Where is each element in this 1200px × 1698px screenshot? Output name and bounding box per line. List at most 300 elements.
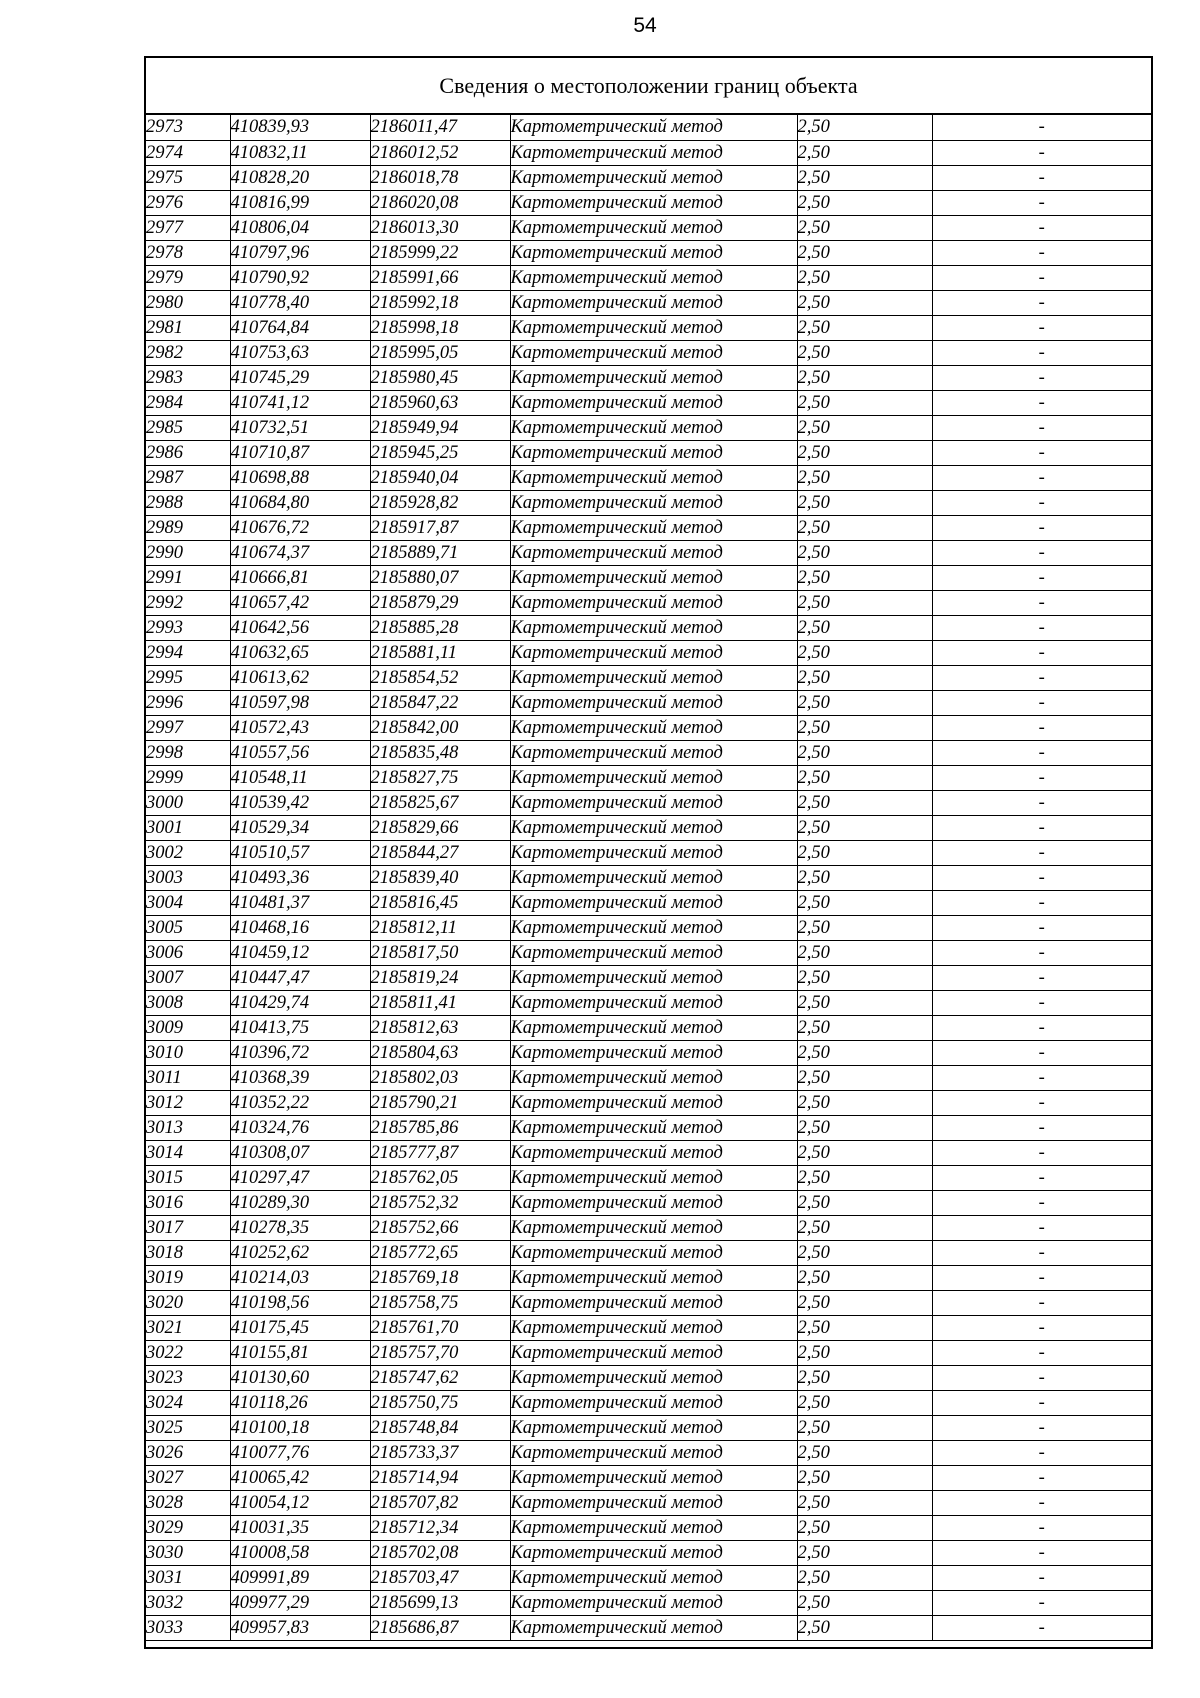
method-cell: Картометрический метод [510,1390,797,1415]
y-coordinate-cell: 2185917,87 [370,515,510,540]
method-cell: Картометрический метод [510,1590,797,1615]
description-cell: - [932,790,1151,815]
accuracy-cell: 2,50 [797,615,932,640]
method-cell: Картометрический метод [510,1490,797,1515]
description-cell: - [932,615,1151,640]
table-body [146,115,1151,1640]
accuracy-cell: 2,50 [797,1540,932,1565]
point-number-cell: 3033 [146,1615,230,1640]
point-number-cell: 3021 [146,1315,230,1340]
x-coordinate-cell: 410764,84 [230,315,370,340]
x-coordinate-cell: 410698,88 [230,465,370,490]
method-cell: Картометрический метод [510,590,797,615]
accuracy-cell: 2,50 [797,490,932,515]
accuracy-cell: 2,50 [797,215,932,240]
method-cell: Картометрический метод [510,640,797,665]
y-coordinate-cell: 2185733,37 [370,1440,510,1465]
x-coordinate-cell: 410252,62 [230,1240,370,1265]
y-coordinate-cell: 2185772,65 [370,1240,510,1265]
accuracy-cell: 2,50 [797,1090,932,1115]
table-row [146,1315,1151,1340]
point-number-cell: 2981 [146,315,230,340]
point-number-cell: 2989 [146,515,230,540]
table-row [146,415,1151,440]
description-cell: - [932,1365,1151,1390]
y-coordinate-cell: 2185686,87 [370,1615,510,1640]
accuracy-cell: 2,50 [797,365,932,390]
x-coordinate-cell: 410674,37 [230,540,370,565]
description-cell: - [932,440,1151,465]
y-coordinate-cell: 2185707,82 [370,1490,510,1515]
y-coordinate-cell: 2185757,70 [370,1340,510,1365]
y-coordinate-cell: 2185785,86 [370,1115,510,1140]
x-coordinate-cell: 410597,98 [230,690,370,715]
method-cell: Картометрический метод [510,965,797,990]
method-cell: Картометрический метод [510,665,797,690]
y-coordinate-cell: 2185802,03 [370,1065,510,1090]
accuracy-cell: 2,50 [797,165,932,190]
x-coordinate-cell: 410118,26 [230,1390,370,1415]
description-cell: - [932,1265,1151,1290]
table-row [146,740,1151,765]
point-number-cell: 3022 [146,1340,230,1365]
y-coordinate-cell: 2185880,07 [370,565,510,590]
x-coordinate-cell: 410806,04 [230,215,370,240]
description-cell: - [932,1490,1151,1515]
method-cell: Картометрический метод [510,1290,797,1315]
y-coordinate-cell: 2185839,40 [370,865,510,890]
x-coordinate-cell: 410710,87 [230,440,370,465]
point-number-cell: 3028 [146,1490,230,1515]
method-cell: Картометрический метод [510,765,797,790]
y-coordinate-cell: 2185980,45 [370,365,510,390]
table-row [146,1490,1151,1515]
y-coordinate-cell: 2186011,47 [370,115,510,140]
table-row [146,690,1151,715]
table-row [146,1465,1151,1490]
table-row [146,1390,1151,1415]
y-coordinate-cell: 2185825,67 [370,790,510,815]
x-coordinate-cell: 410198,56 [230,1290,370,1315]
x-coordinate-cell: 410077,76 [230,1440,370,1465]
point-number-cell: 2978 [146,240,230,265]
accuracy-cell: 2,50 [797,690,932,715]
description-cell: - [932,1590,1151,1615]
description-cell: - [932,840,1151,865]
table-row [146,1265,1151,1290]
x-coordinate-cell: 410572,43 [230,715,370,740]
table-title: Сведения о местоположении границ объекта [146,58,1151,115]
page-number: 54 [633,14,657,37]
description-cell: - [932,465,1151,490]
accuracy-cell: 2,50 [797,840,932,865]
table-row [146,815,1151,840]
table-row [146,1540,1151,1565]
description-cell: - [932,590,1151,615]
y-coordinate-cell: 2185750,75 [370,1390,510,1415]
y-coordinate-cell: 2185812,11 [370,915,510,940]
point-number-cell: 3019 [146,1265,230,1290]
y-coordinate-cell: 2186018,78 [370,165,510,190]
description-cell: - [932,1190,1151,1215]
accuracy-cell: 2,50 [797,1240,932,1265]
description-cell: - [932,1140,1151,1165]
x-coordinate-cell: 410493,36 [230,865,370,890]
accuracy-cell: 2,50 [797,1565,932,1590]
method-cell: Картометрический метод [510,540,797,565]
accuracy-cell: 2,50 [797,665,932,690]
point-number-cell: 3015 [146,1165,230,1190]
table-row [146,1215,1151,1240]
table-row [146,1290,1151,1315]
x-coordinate-cell: 410778,40 [230,290,370,315]
point-number-cell: 2973 [146,115,230,140]
method-cell: Картометрический метод [510,1090,797,1115]
description-cell: - [932,965,1151,990]
point-number-cell: 2999 [146,765,230,790]
table-row [146,565,1151,590]
x-coordinate-cell: 410832,11 [230,140,370,165]
description-cell: - [932,1315,1151,1340]
x-coordinate-cell: 410797,96 [230,240,370,265]
description-cell: - [932,740,1151,765]
description-cell: - [932,990,1151,1015]
method-cell: Картометрический метод [510,1565,797,1590]
point-number-cell: 2990 [146,540,230,565]
table-row [146,140,1151,165]
accuracy-cell: 2,50 [797,1415,932,1440]
method-cell: Картометрический метод [510,165,797,190]
table-row [146,1590,1151,1615]
table-row [146,540,1151,565]
x-coordinate-cell: 410666,81 [230,565,370,590]
method-cell: Картометрический метод [510,990,797,1015]
x-coordinate-cell: 410459,12 [230,940,370,965]
point-number-cell: 3018 [146,1240,230,1265]
method-cell: Картометрический метод [510,515,797,540]
table-row [146,940,1151,965]
x-coordinate-cell: 409977,29 [230,1590,370,1615]
table-row [146,640,1151,665]
description-cell: - [932,115,1151,140]
method-cell: Картометрический метод [510,365,797,390]
table-row [146,790,1151,815]
table-row [146,190,1151,215]
method-cell: Картометрический метод [510,415,797,440]
y-coordinate-cell: 2185949,94 [370,415,510,440]
table-row [146,915,1151,940]
point-number-cell: 2977 [146,215,230,240]
accuracy-cell: 2,50 [797,965,932,990]
y-coordinate-cell: 2185844,27 [370,840,510,865]
y-coordinate-cell: 2185819,24 [370,965,510,990]
accuracy-cell: 2,50 [797,1440,932,1465]
y-coordinate-cell: 2185960,63 [370,390,510,415]
point-number-cell: 2976 [146,190,230,215]
x-coordinate-cell: 410839,93 [230,115,370,140]
point-number-cell: 3016 [146,1190,230,1215]
description-cell: - [932,190,1151,215]
description-cell: - [932,1015,1151,1040]
x-coordinate-cell: 410324,76 [230,1115,370,1140]
point-number-cell: 3027 [146,1465,230,1490]
method-cell: Картометрический метод [510,1215,797,1240]
x-coordinate-cell: 410732,51 [230,415,370,440]
method-cell: Картометрический метод [510,1515,797,1540]
y-coordinate-cell: 2185992,18 [370,290,510,315]
point-number-cell: 3031 [146,1565,230,1590]
point-number-cell: 2987 [146,465,230,490]
method-cell: Картометрический метод [510,115,797,140]
method-cell: Картометрический метод [510,1240,797,1265]
description-cell: - [932,340,1151,365]
y-coordinate-cell: 2185842,00 [370,715,510,740]
x-coordinate-cell: 410278,35 [230,1215,370,1240]
method-cell: Картометрический метод [510,940,797,965]
accuracy-cell: 2,50 [797,890,932,915]
y-coordinate-cell: 2185827,75 [370,765,510,790]
point-number-cell: 2984 [146,390,230,415]
accuracy-cell: 2,50 [797,290,932,315]
x-coordinate-cell: 410297,47 [230,1165,370,1190]
y-coordinate-cell: 2185995,05 [370,340,510,365]
accuracy-cell: 2,50 [797,1490,932,1515]
method-cell: Картометрический метод [510,1015,797,1040]
method-cell: Картометрический метод [510,290,797,315]
x-coordinate-cell: 410613,62 [230,665,370,690]
accuracy-cell: 2,50 [797,640,932,665]
x-coordinate-cell: 410642,56 [230,615,370,640]
accuracy-cell: 2,50 [797,1590,932,1615]
point-number-cell: 3006 [146,940,230,965]
table-row [146,865,1151,890]
method-cell: Картометрический метод [510,265,797,290]
accuracy-cell: 2,50 [797,515,932,540]
description-cell: - [932,1240,1151,1265]
x-coordinate-cell: 410155,81 [230,1340,370,1365]
method-cell: Картометрический метод [510,190,797,215]
table-row [146,1115,1151,1140]
x-coordinate-cell: 410008,58 [230,1540,370,1565]
table-row [146,1415,1151,1440]
method-cell: Картометрический метод [510,1315,797,1340]
description-cell: - [932,815,1151,840]
point-number-cell: 3005 [146,915,230,940]
point-number-cell: 2994 [146,640,230,665]
point-number-cell: 3020 [146,1290,230,1315]
point-number-cell: 3026 [146,1440,230,1465]
y-coordinate-cell: 2186013,30 [370,215,510,240]
x-coordinate-cell: 410790,92 [230,265,370,290]
table-row [146,1140,1151,1165]
x-coordinate-cell: 410753,63 [230,340,370,365]
method-cell: Картометрический метод [510,315,797,340]
accuracy-cell: 2,50 [797,190,932,215]
description-cell: - [932,665,1151,690]
table-row [146,1090,1151,1115]
accuracy-cell: 2,50 [797,540,932,565]
description-cell: - [932,765,1151,790]
point-number-cell: 3011 [146,1065,230,1090]
description-cell: - [932,540,1151,565]
accuracy-cell: 2,50 [797,590,932,615]
description-cell: - [932,415,1151,440]
description-cell: - [932,515,1151,540]
table-row [146,1165,1151,1190]
point-number-cell: 3008 [146,990,230,1015]
accuracy-cell: 2,50 [797,715,932,740]
point-number-cell: 3017 [146,1215,230,1240]
x-coordinate-cell: 410352,22 [230,1090,370,1115]
accuracy-cell: 2,50 [797,1515,932,1540]
y-coordinate-cell: 2185998,18 [370,315,510,340]
accuracy-cell: 2,50 [797,140,932,165]
y-coordinate-cell: 2185714,94 [370,1465,510,1490]
boundary-table-frame [144,56,1153,1649]
x-coordinate-cell: 410468,16 [230,915,370,940]
point-number-cell: 3032 [146,1590,230,1615]
y-coordinate-cell: 2185847,22 [370,690,510,715]
y-coordinate-cell: 2185881,11 [370,640,510,665]
x-coordinate-cell: 410031,35 [230,1515,370,1540]
x-coordinate-cell: 410396,72 [230,1040,370,1065]
y-coordinate-cell: 2185991,66 [370,265,510,290]
x-coordinate-cell: 409957,83 [230,1615,370,1640]
accuracy-cell: 2,50 [797,465,932,490]
y-coordinate-cell: 2186012,52 [370,140,510,165]
method-cell: Картометрический метод [510,1540,797,1565]
description-cell: - [932,1415,1151,1440]
description-cell: - [932,165,1151,190]
point-number-cell: 3001 [146,815,230,840]
accuracy-cell: 2,50 [797,315,932,340]
method-cell: Картометрический метод [510,340,797,365]
point-number-cell: 2996 [146,690,230,715]
point-number-cell: 2992 [146,590,230,615]
table-row [146,765,1151,790]
accuracy-cell: 2,50 [797,815,932,840]
x-coordinate-cell: 410741,12 [230,390,370,415]
x-coordinate-cell: 410632,65 [230,640,370,665]
x-coordinate-cell: 410657,42 [230,590,370,615]
accuracy-cell: 2,50 [797,390,932,415]
point-number-cell: 3007 [146,965,230,990]
point-number-cell: 3014 [146,1140,230,1165]
table-row [146,440,1151,465]
accuracy-cell: 2,50 [797,415,932,440]
accuracy-cell: 2,50 [797,1265,932,1290]
method-cell: Картометрический метод [510,865,797,890]
x-coordinate-cell: 410510,57 [230,840,370,865]
accuracy-cell: 2,50 [797,1165,932,1190]
description-cell: - [932,865,1151,890]
description-cell: - [932,690,1151,715]
table-row [146,1040,1151,1065]
y-coordinate-cell: 2185879,29 [370,590,510,615]
x-coordinate-cell: 410447,47 [230,965,370,990]
table-row [146,1615,1151,1640]
description-cell: - [932,640,1151,665]
point-number-cell: 3010 [146,1040,230,1065]
table-row [146,115,1151,140]
boundary-points-table [146,115,1151,1641]
accuracy-cell: 2,50 [797,740,932,765]
y-coordinate-cell: 2185817,50 [370,940,510,965]
accuracy-cell: 2,50 [797,1115,932,1140]
method-cell: Картометрический метод [510,490,797,515]
y-coordinate-cell: 2185758,75 [370,1290,510,1315]
point-number-cell: 3023 [146,1365,230,1390]
point-number-cell: 3029 [146,1515,230,1540]
point-number-cell: 2985 [146,415,230,440]
y-coordinate-cell: 2185999,22 [370,240,510,265]
x-coordinate-cell: 410684,80 [230,490,370,515]
method-cell: Картометрический метод [510,1065,797,1090]
description-cell: - [932,1040,1151,1065]
x-coordinate-cell: 410214,03 [230,1265,370,1290]
table-row [146,965,1151,990]
point-number-cell: 2988 [146,490,230,515]
description-cell: - [932,1565,1151,1590]
x-coordinate-cell: 410481,37 [230,890,370,915]
description-cell: - [932,1215,1151,1240]
y-coordinate-cell: 2185811,41 [370,990,510,1015]
table-row [146,340,1151,365]
y-coordinate-cell: 2185889,71 [370,540,510,565]
y-coordinate-cell: 2185752,66 [370,1215,510,1240]
description-cell: - [932,890,1151,915]
table-row [146,1015,1151,1040]
table-row [146,490,1151,515]
x-coordinate-cell: 410676,72 [230,515,370,540]
accuracy-cell: 2,50 [797,765,932,790]
method-cell: Картометрический метод [510,215,797,240]
method-cell: Картометрический метод [510,815,797,840]
description-cell: - [932,240,1151,265]
method-cell: Картометрический метод [510,1340,797,1365]
description-cell: - [932,1115,1151,1140]
description-cell: - [932,1065,1151,1090]
point-number-cell: 2993 [146,615,230,640]
point-number-cell: 3025 [146,1415,230,1440]
method-cell: Картометрический метод [510,1365,797,1390]
y-coordinate-cell: 2185928,82 [370,490,510,515]
description-cell: - [932,215,1151,240]
x-coordinate-cell: 410557,56 [230,740,370,765]
x-coordinate-cell: 410175,45 [230,1315,370,1340]
method-cell: Картометрический метод [510,790,797,815]
x-coordinate-cell: 410429,74 [230,990,370,1015]
description-cell: - [932,1290,1151,1315]
description-cell: - [932,565,1151,590]
accuracy-cell: 2,50 [797,115,932,140]
y-coordinate-cell: 2185747,62 [370,1365,510,1390]
table-row [146,215,1151,240]
point-number-cell: 2980 [146,290,230,315]
method-cell: Картометрический метод [510,1265,797,1290]
table-row [146,265,1151,290]
accuracy-cell: 2,50 [797,790,932,815]
accuracy-cell: 2,50 [797,340,932,365]
description-cell: - [932,1515,1151,1540]
method-cell: Картометрический метод [510,390,797,415]
point-number-cell: 3024 [146,1390,230,1415]
point-number-cell: 2998 [146,740,230,765]
point-number-cell: 3003 [146,865,230,890]
point-number-cell: 2983 [146,365,230,390]
description-cell: - [932,390,1151,415]
accuracy-cell: 2,50 [797,1015,932,1040]
